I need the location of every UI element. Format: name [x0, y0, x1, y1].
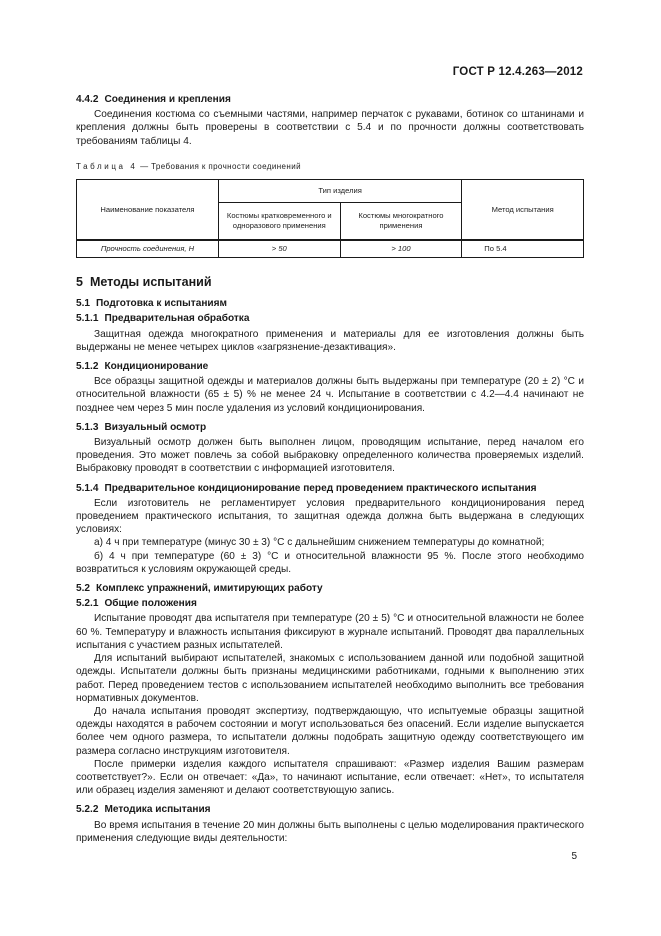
- section-number: 5.2.1: [76, 598, 99, 610]
- section-title: Кондиционирование: [104, 361, 209, 373]
- section-number: 4.4.2: [76, 94, 99, 105]
- section-title: Комплекс упражнений, имитирующих работу: [96, 583, 323, 595]
- section-title: Методы испытаний: [89, 275, 212, 290]
- section-title: Соединения и крепления: [104, 94, 231, 105]
- list-item-a: а) 4 ч при температуре (минус 30 ± 3) °С с дальнейшим снижением температуры до комнатной;: [94, 537, 545, 549]
- table-cell-multiple-use: > 100: [340, 240, 462, 258]
- section-title: Предварительная обработка: [104, 313, 250, 325]
- column-header-test-method: Метод испытания: [462, 180, 584, 241]
- section-title: Визуальный осмотр: [104, 421, 207, 433]
- paragraph: Все образцы защитной одежды и материалов должны быть выдержаны при температуре (20 ± 2) °С и относительной влажности (65 ± 5) % не менее 24 ч. Испытание в соответствии с 4.2—4.4 начинают не позднее чем через 5 мин после удаления из условий кондиционирования.: [76, 376, 584, 414]
- section-number: 5.1.1: [76, 313, 99, 325]
- column-header-short-term: Костюмы кратковременного и одноразового применения: [218, 203, 340, 241]
- table-cell-indicator: Прочность соединения, Н: [77, 240, 219, 258]
- section-number: 5.2: [76, 583, 91, 595]
- section-heading-5-2-2: [76, 803, 584, 816]
- section-heading-5-2-1: [76, 597, 584, 610]
- paragraph: До начала испытания проводят экспертизу, подтверждающую, что испытуемые образцы защитной одежды находятся в рабочем состоянии и могут использоваться без опасений. Если изделие выпускается более чем одного размера, то испытатели должны подобрать защитную одежду соответствующего им размера согласно инструкциям изготовителя.: [76, 705, 584, 757]
- section-number: 5: [76, 275, 83, 290]
- section-number: 5.2.2: [76, 804, 99, 816]
- paragraph: Если изготовитель не регламентирует условия предварительного кондиционирования перед проведением практического испытания, то защитная одежда должна быть выдержана в следующих условиях:: [76, 497, 584, 536]
- paragraph: Во время испытания в течение 20 мин должны быть выполнены с целью моделирования практического применения следующие виды деятельности:: [76, 819, 584, 844]
- section-heading-5-1: [76, 297, 584, 310]
- section-heading-5-1-4: [76, 482, 584, 495]
- page-body: [76, 93, 584, 845]
- paragraph: Защитная одежда многократного применения и материалы для ее изготовления должны быть выдержаны не менее четырех циклов «загрязнение-дезактивация».: [76, 328, 584, 353]
- table-caption-text: — Требования к прочности соединений: [137, 161, 301, 171]
- section-number: 5.1.3: [76, 421, 99, 433]
- list-item-b: б) 4 ч при температуре (60 ± 3) °С и относительной влажности 95 %. После этого необходимо возвратиться к условиям окружающей среды.: [76, 550, 584, 575]
- table-caption: [76, 160, 584, 173]
- requirements-table: [76, 179, 584, 258]
- section-heading-5: [76, 276, 584, 289]
- table-caption-label: Таблица 4: [76, 161, 138, 171]
- table-row: [77, 240, 584, 258]
- section-heading-5-1-3: [76, 421, 584, 434]
- section-title: Подготовка к испытаниям: [96, 298, 227, 310]
- table-cell-test-method: По 5.4: [462, 240, 584, 258]
- section-heading-4-4-2: [76, 93, 584, 106]
- table-cell-short-term: > 50: [218, 240, 340, 258]
- paragraph: Для испытаний выбирают испытателей, знакомых с использованием данной или подобной защитной одежды. Испытатели должны быть признаны медицинскими работниками, годными к выполнению этих работ. Перед проведением тестов с использованием испытателей необходимо выполнить все требования нормативных документов.: [76, 653, 584, 704]
- paragraph: Визуальный осмотр должен быть выполнен лицом, проводящим испытание, перед началом его проведения. Это может повлечь за собой выбраковку определенного количества проверяемых изделий. Выбраковку проводят в соответствии с информацией изготовителя.: [76, 437, 584, 475]
- section-number: 5.1.2: [76, 361, 99, 373]
- section-heading-5-1-2: [76, 360, 584, 373]
- section-title: Методика испытания: [104, 804, 211, 816]
- column-header-product-type: Тип изделия: [218, 180, 461, 203]
- column-header-multiple-use: Костюмы многократного применения: [340, 203, 462, 241]
- section-number: 5.1: [76, 298, 91, 310]
- section-number: 5.1.4: [76, 482, 99, 494]
- column-header-indicator: Наименование показателя: [77, 180, 219, 241]
- page-number: 5: [571, 851, 577, 862]
- section-title: Предварительное кондиционирование перед проведением практического испытания: [104, 482, 537, 494]
- section-heading-5-2: [76, 582, 584, 595]
- section-heading-5-1-1: [76, 312, 584, 325]
- section-title: Общие положения: [104, 598, 197, 610]
- document-code: ГОСТ Р 12.4.263—2012: [452, 66, 583, 78]
- paragraph: Соединения костюма со съемными частями, например перчаток с рукавами, ботинок со штанинами и крепления должны быть проверены в соответствии с 5.4 и по прочности должны соответствовать требованиям таблицы 4.: [76, 109, 584, 147]
- paragraph: После примерки изделия каждого испытателя спрашивают: «Размер изделия Вашим размерам соответствует?». Если он отвечает: «Да», то начинают испытание, если отвечает: «Нет», то испытателя или образец изделия заменяют и делают соответствующую запись.: [76, 758, 584, 797]
- paragraph: Испытание проводят два испытателя при температуре (20 ± 5) °С и относительной влажности не более 60 %. Температуру и влажность испытания фиксируют в журнале испытаний. Проводят два параллельных испытания с участием разных испытателей.: [76, 613, 584, 651]
